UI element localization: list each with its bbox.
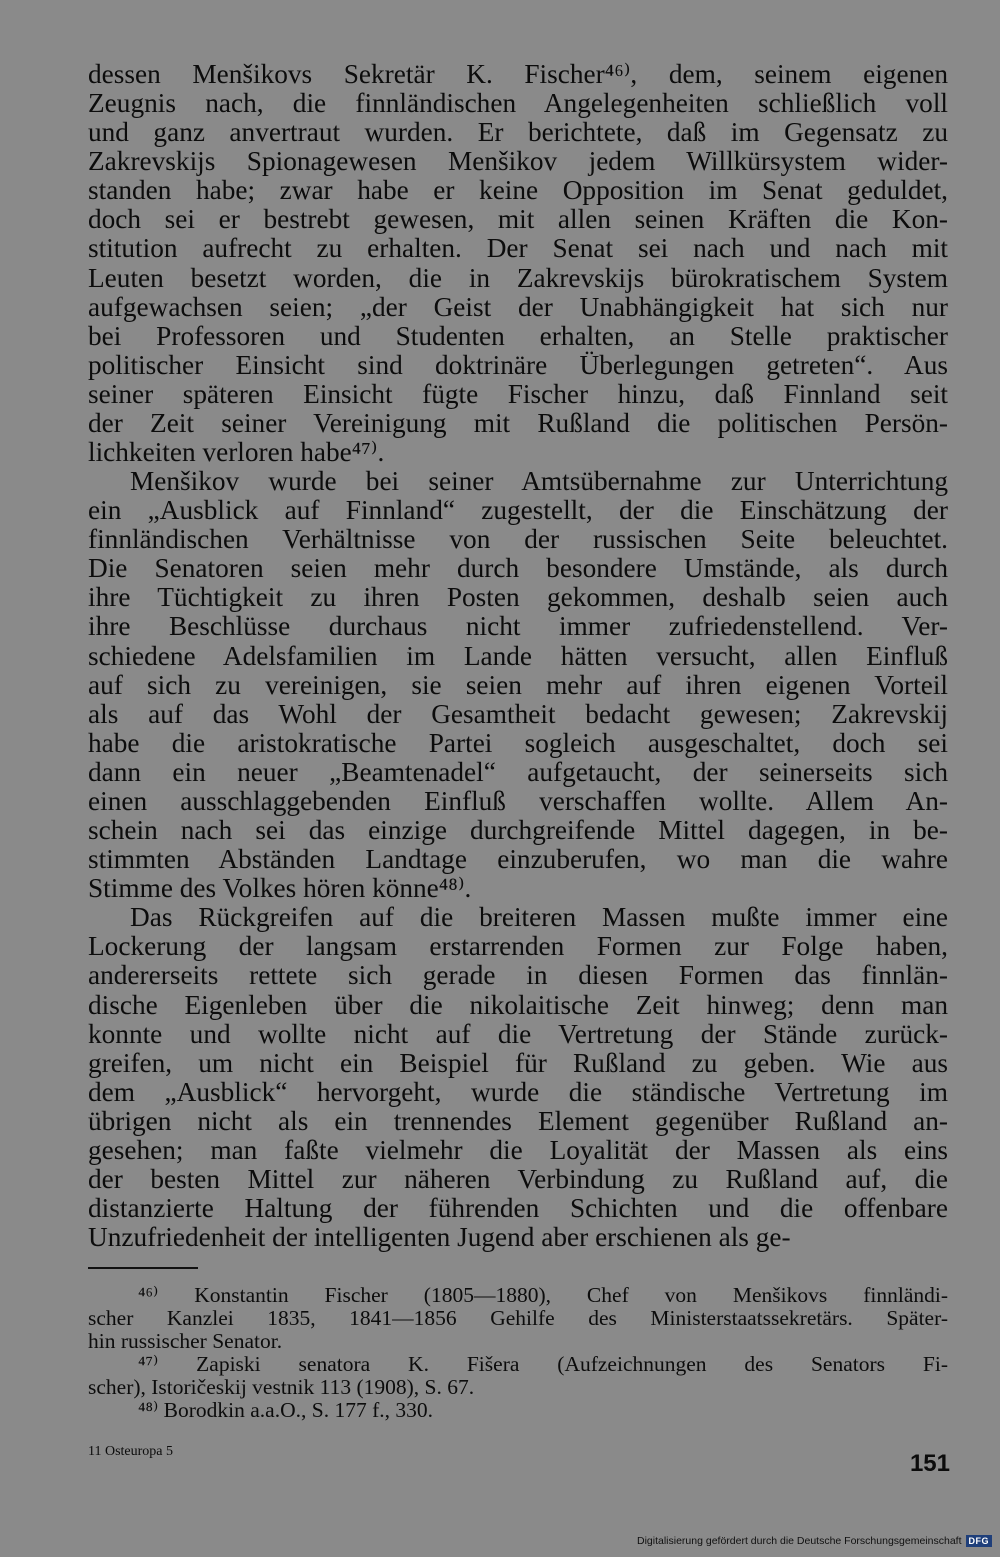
paragraph-2 — [88, 467, 948, 903]
footnote-divider — [88, 1267, 198, 1269]
footnote-48 — [88, 1399, 948, 1422]
text-line: schiedene Adelsfamilien im Lande hätten versucht, allen Einfluß — [88, 640, 948, 671]
text-line: ihre Tüchtigkeit zu ihren Posten gekommen, deshalb seien auch — [88, 582, 948, 613]
text-line: stimmten Abständen Landtage einzuberufen, wo man die wahre — [88, 844, 948, 875]
text-line: finnländischen Verhältnisse von der russischen Seite beleuchtet. — [88, 524, 948, 555]
text-line: der besten Mittel zur näheren Verbindung zu Rußland auf, die — [88, 1163, 948, 1194]
text-line: als auf das Wohl der Gesamtheit bedacht gewesen; Zakrevskij — [88, 698, 948, 729]
text-line: andererseits rettete sich gerade in diesen Formen das finnlän- — [88, 960, 948, 991]
text-line: schein nach sei das einzige durchgreifende Mittel dagegen, in be- — [88, 815, 948, 846]
text-line: auf sich zu vereinigen, sie seien mehr auf ihren eigenen Vorteil — [88, 669, 948, 700]
footnote-46 — [88, 1284, 948, 1353]
footnote-47 — [88, 1353, 948, 1399]
text-line: dem „Ausblick“ hervorgeht, wurde die ständische Vertretung im — [88, 1076, 948, 1107]
text-line: ⁴⁶⁾ Konstantin Fischer (1805—1880), Chef von Menšikovs finnländi- — [138, 1283, 948, 1307]
credit-text: Digitalisierung gefördert durch die Deutsche Forschungsgemeinschaft — [636, 1535, 962, 1547]
text-line: scher Kanzlei 1835, 1841—1856 Gehilfe des Ministerstaatssekretärs. Später- — [88, 1306, 948, 1331]
dfg-logo-icon: DFG — [966, 1535, 993, 1547]
text-line: dische Eigenleben über die nikolaitische Zeit hinweg; denn man — [88, 989, 948, 1020]
paragraph-3 — [88, 903, 948, 1252]
text-line: politischer Einsicht sind doktrinäre Überlegungen getreten“. Aus — [88, 349, 948, 380]
text-line: ihre Beschlüsse durchaus nicht immer zufriedenstellend. Ver- — [88, 611, 948, 642]
text-line: Lockerung der langsam erstarrenden Formen zur Folge haben, — [88, 931, 948, 962]
text-line: gesehen; man faßte vielmehr die Loyalität der Massen als eins — [88, 1134, 948, 1165]
text-line: ⁴⁷⁾ Zapiski senatora K. Fišera (Aufzeichnungen des Senators Fi- — [138, 1352, 948, 1377]
text-line: habe die aristokratische Partei sogleich ausgeschaltet, doch sei — [88, 727, 948, 758]
text-line: stitution aufrecht zu erhalten. Der Senat sei nach und nach mit — [88, 233, 948, 264]
text-line: greifen, um nicht ein Beispiel für Rußland zu geben. Wie aus — [88, 1047, 948, 1078]
text-line: distanzierte Haltung der führenden Schichten und die offenbare — [88, 1193, 948, 1224]
text-line: lichkeiten verloren habe⁴⁷⁾. — [88, 437, 385, 468]
text-line: Das Rückgreifen auf die breiteren Massen mußte immer eine — [130, 902, 948, 933]
text-line: ein „Ausblick auf Finnland“ zugestellt, der die Einschätzung der — [88, 495, 948, 526]
text-line: Zakrevskijs Spionagewesen Menšikov jedem Willkürsystem wider- — [88, 146, 948, 177]
text-line: Menšikov wurde bei seiner Amtsübernahme zur Unterrichtung — [130, 466, 948, 497]
text-line: Unzufriedenheit der intelligenten Jugend aber erschienen als ge- — [88, 1222, 791, 1253]
text-line: Leuten besetzt worden, die in Zakrevskijs bürokratischem System — [88, 262, 948, 293]
text-line: ⁴⁸⁾ Borodkin a.a.O., S. 177 f., 330. — [138, 1398, 433, 1423]
text-line: scher), Istoričeskij vestnik 113 (1908), S. 67. — [88, 1375, 475, 1400]
digitization-credit — [637, 1531, 992, 1551]
text-line: einen ausschlaggebenden Einfluß verschaffen wollte. Allem An- — [88, 785, 948, 816]
text-line: aufgewachsen seien; „der Geist der Unabhängigkeit hat sich nur — [88, 291, 948, 322]
text-line: übrigen nicht als ein trennendes Element gegenüber Rußland an- — [88, 1105, 948, 1136]
footnotes — [88, 1284, 948, 1423]
text-line: doch sei er bestrebt gewesen, mit allen seinen Kräften die Kon- — [88, 204, 948, 235]
text-line: bei Professoren und Studenten erhalten, an Stelle praktischer — [88, 320, 948, 351]
text-line: der Zeit seiner Vereinigung mit Rußland die politischen Persön- — [88, 407, 948, 438]
text-line: hin russischer Senator. — [88, 1329, 283, 1354]
text-line: und ganz anvertraut wurden. Er berichtete, daß im Gegensatz zu — [88, 117, 948, 148]
text-line: Die Senatoren seien mehr durch besondere Umstände, als durch — [88, 553, 948, 584]
text-line: seiner späteren Einsicht fügte Fischer hinzu, daß Finnland seit — [88, 378, 948, 409]
text-line: standen habe; zwar habe er keine Opposition im Senat geduldet, — [88, 175, 948, 206]
printer-signature: 11 Osteuropa 5 — [88, 1444, 174, 1459]
text-line: dann ein neuer „Beamtenadel“ aufgetaucht, der seinerseits sich — [88, 756, 948, 787]
text-line: konnte und wollte nicht auf die Vertretung der Stände zurück- — [88, 1018, 948, 1049]
text-line: dessen Menšikovs Sekretär K. Fischer⁴⁶⁾, dem, seinem eigenen — [88, 59, 948, 89]
text-line: Stimme des Volkes hören könne⁴⁸⁾. — [88, 873, 472, 904]
main-text — [88, 60, 948, 1252]
page-number: 151 — [909, 1450, 950, 1477]
paragraph-1 — [88, 60, 948, 467]
text-line: Zeugnis nach, die finnländischen Angelegenheiten schließlich voll — [88, 88, 948, 119]
